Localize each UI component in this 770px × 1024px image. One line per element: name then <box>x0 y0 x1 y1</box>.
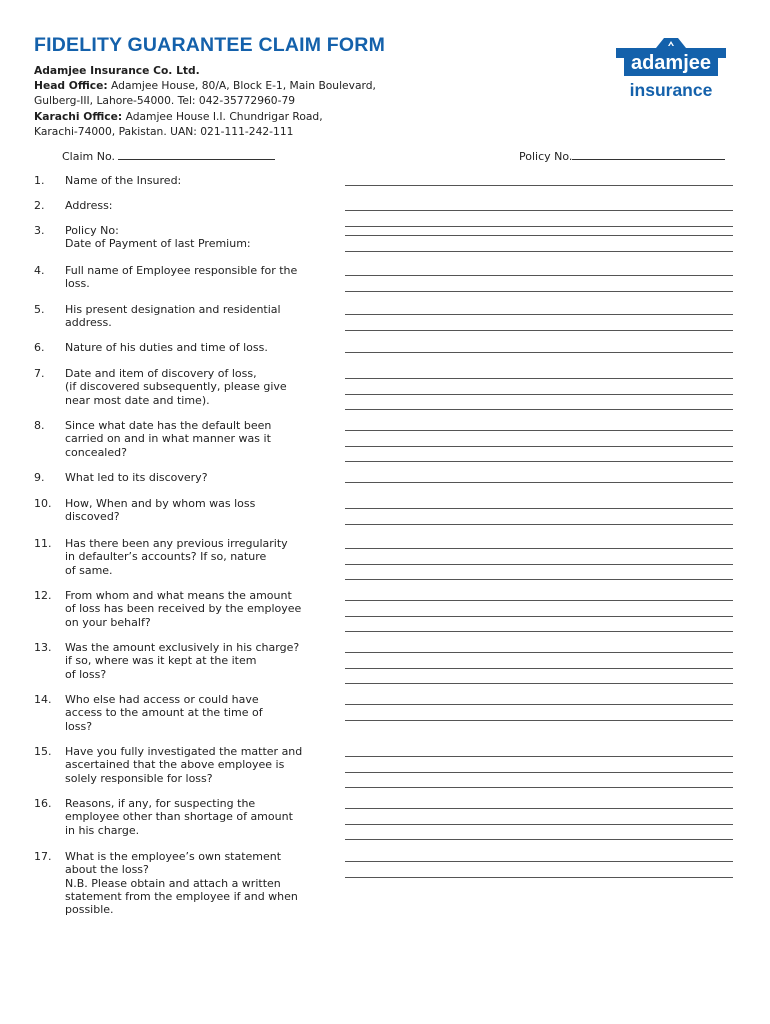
answer-line[interactable] <box>345 773 733 789</box>
question-line: near most date and time). <box>65 393 210 407</box>
answer-line[interactable] <box>345 809 733 825</box>
answer-line[interactable] <box>345 601 733 617</box>
question-line: N.B. Please obtain and attach a written <box>65 876 281 890</box>
question-line: Date and item of discovery of loss, <box>65 367 257 380</box>
question-text <box>65 367 305 407</box>
question-line: of loss has been received by the employee <box>65 602 302 616</box>
answer-line[interactable] <box>345 276 733 292</box>
answer-line[interactable] <box>345 617 733 633</box>
question-text <box>65 224 305 251</box>
question-line: possible. <box>65 903 114 917</box>
question-line: employee other than shortage of amount <box>65 810 293 824</box>
answer-lines <box>345 210 733 227</box>
answer-line[interactable] <box>345 669 733 685</box>
question-text <box>65 199 305 212</box>
answer-line[interactable] <box>345 705 733 721</box>
question-number: 2. <box>34 199 45 212</box>
karachi-office-line1: Karachi Office: Adamjee House I.I. Chundrigar Road, <box>34 109 323 123</box>
question-line: discoved? <box>65 510 120 524</box>
question-number: 7. <box>34 367 45 380</box>
question-line: access to the amount at the time of <box>65 706 263 720</box>
karachi-office-line2: Karachi-74000, Pakistan. UAN: 021-111-242-111 <box>34 124 294 138</box>
question-number: 17. <box>34 850 52 863</box>
question-line: statement from the employee if and when <box>65 889 298 903</box>
answer-line[interactable] <box>345 395 733 411</box>
question-number: 4. <box>34 264 45 277</box>
question-line: Has there been any previous irregularity <box>65 537 288 550</box>
question-number: 12. <box>34 589 52 602</box>
question-line: Reasons, if any, for suspecting the <box>65 797 256 810</box>
question-text <box>65 419 305 459</box>
question-line: concealed? <box>65 445 127 459</box>
question-text <box>65 303 305 330</box>
question-number: 5. <box>34 303 45 316</box>
question-line: about the loss? <box>65 863 149 877</box>
answer-line[interactable] <box>345 431 733 447</box>
question-text <box>65 264 305 291</box>
question-line: on your behalf? <box>65 615 151 629</box>
question-number: 15. <box>34 745 52 758</box>
question-line: His present designation and residential <box>65 303 281 316</box>
claim-number-field <box>62 147 275 163</box>
answer-line[interactable] <box>345 862 733 878</box>
answer-line[interactable] <box>345 236 733 252</box>
answer-lines <box>345 600 733 632</box>
question-text <box>65 850 305 916</box>
claim-number-label: Claim No. <box>62 150 116 163</box>
question-number: 3. <box>34 224 45 237</box>
question-number: 6. <box>34 341 45 354</box>
claim-number-blank[interactable] <box>118 147 275 160</box>
answer-lines <box>345 548 733 580</box>
answer-line[interactable] <box>345 509 733 525</box>
answer-lines <box>345 352 733 353</box>
question-text <box>65 471 305 484</box>
question-number: 14. <box>34 693 52 706</box>
question-line: Nature of his duties and time of loss. <box>65 341 268 354</box>
question-text <box>65 537 305 577</box>
question-line: carried on and in what manner was it <box>65 432 271 446</box>
answer-lines <box>345 652 733 684</box>
question-text <box>65 797 305 837</box>
question-text <box>65 641 305 681</box>
question-line: of same. <box>65 563 113 577</box>
answer-lines <box>345 704 733 721</box>
question-text <box>65 341 305 354</box>
question-line: Name of the Insured: <box>65 174 182 187</box>
answer-line[interactable] <box>345 757 733 773</box>
answer-line[interactable] <box>345 352 733 353</box>
question-line: Was the amount exclusively in his charge? <box>65 641 300 654</box>
answer-lines <box>345 378 733 410</box>
answer-lines <box>345 275 733 292</box>
answer-line[interactable] <box>345 447 733 463</box>
question-line: loss? <box>65 719 93 733</box>
question-number: 10. <box>34 497 52 510</box>
question-line: Have you fully investigated the matter and <box>65 745 303 758</box>
question-number: 16. <box>34 797 52 810</box>
question-number: 9. <box>34 471 45 484</box>
question-number: 1. <box>34 174 45 187</box>
question-line: in his charge. <box>65 823 140 837</box>
answer-lines <box>345 314 733 331</box>
answer-lines <box>345 185 733 186</box>
head-office-line1: Head Office: Adamjee House, 80/A, Block E-1, Main Boulevard, <box>34 79 376 93</box>
answer-line[interactable] <box>345 185 733 186</box>
question-text <box>65 589 305 629</box>
answer-line[interactable] <box>345 565 733 581</box>
question-line: if so, where was it kept at the item <box>65 654 257 668</box>
question-line: Date of Payment of last Premium: <box>65 237 251 251</box>
question-line: What led to its discovery? <box>65 471 208 484</box>
logo-wordmark: adamjee <box>630 52 712 74</box>
answer-line[interactable] <box>345 653 733 669</box>
question-line: From whom and what means the amount <box>65 589 292 602</box>
question-line: Since what date has the default been <box>65 419 272 432</box>
question-line: in defaulter’s accounts? If so, nature <box>65 550 267 564</box>
answer-line[interactable] <box>345 315 733 331</box>
question-line: Policy No: <box>65 224 119 237</box>
answer-line[interactable] <box>345 549 733 565</box>
answer-line[interactable] <box>345 825 733 841</box>
question-line: (if discovered subsequently, please give <box>65 380 287 394</box>
policy-number-blank[interactable] <box>572 147 725 160</box>
adamjee-logo <box>612 36 730 102</box>
answer-line[interactable] <box>345 379 733 395</box>
question-line: solely responsible for loss? <box>65 771 213 785</box>
answer-lines <box>345 756 733 788</box>
answer-lines <box>345 482 733 483</box>
head-office-line2: Gulberg-III, Lahore-54000. Tel: 042-35772960-79 <box>34 94 296 108</box>
question-line: How, When and by whom was loss <box>65 497 256 510</box>
question-line: Full name of Employee responsible for the <box>65 264 298 277</box>
form-title: FIDELITY GUARANTEE CLAIM FORM <box>34 34 386 56</box>
answer-line[interactable] <box>345 211 733 227</box>
question-line: of loss? <box>65 667 107 681</box>
answer-lines <box>345 430 733 462</box>
policy-number-field <box>519 147 725 163</box>
question-text <box>65 745 305 785</box>
question-line: What is the employee’s own statement <box>65 850 282 863</box>
company-info <box>34 63 376 139</box>
question-text <box>65 497 305 524</box>
question-number: 8. <box>34 419 45 432</box>
question-line: loss. <box>65 277 90 291</box>
answer-lines <box>345 508 733 525</box>
answer-lines <box>345 235 733 252</box>
question-text <box>65 693 305 733</box>
question-line: ascertained that the above employee is <box>65 758 285 772</box>
question-line: address. <box>65 316 112 330</box>
question-number: 11. <box>34 537 52 550</box>
policy-number-label: Policy No. <box>519 150 573 163</box>
question-text <box>65 174 305 187</box>
company-name: Adamjee Insurance Co. Ltd. <box>34 64 200 77</box>
answer-line[interactable] <box>345 482 733 483</box>
question-line: Who else had access or could have <box>65 693 259 706</box>
answer-lines <box>345 808 733 840</box>
question-line: Address: <box>65 199 113 212</box>
logo-subtitle: insurance <box>629 80 713 100</box>
answer-lines <box>345 861 733 878</box>
question-number: 13. <box>34 641 52 654</box>
